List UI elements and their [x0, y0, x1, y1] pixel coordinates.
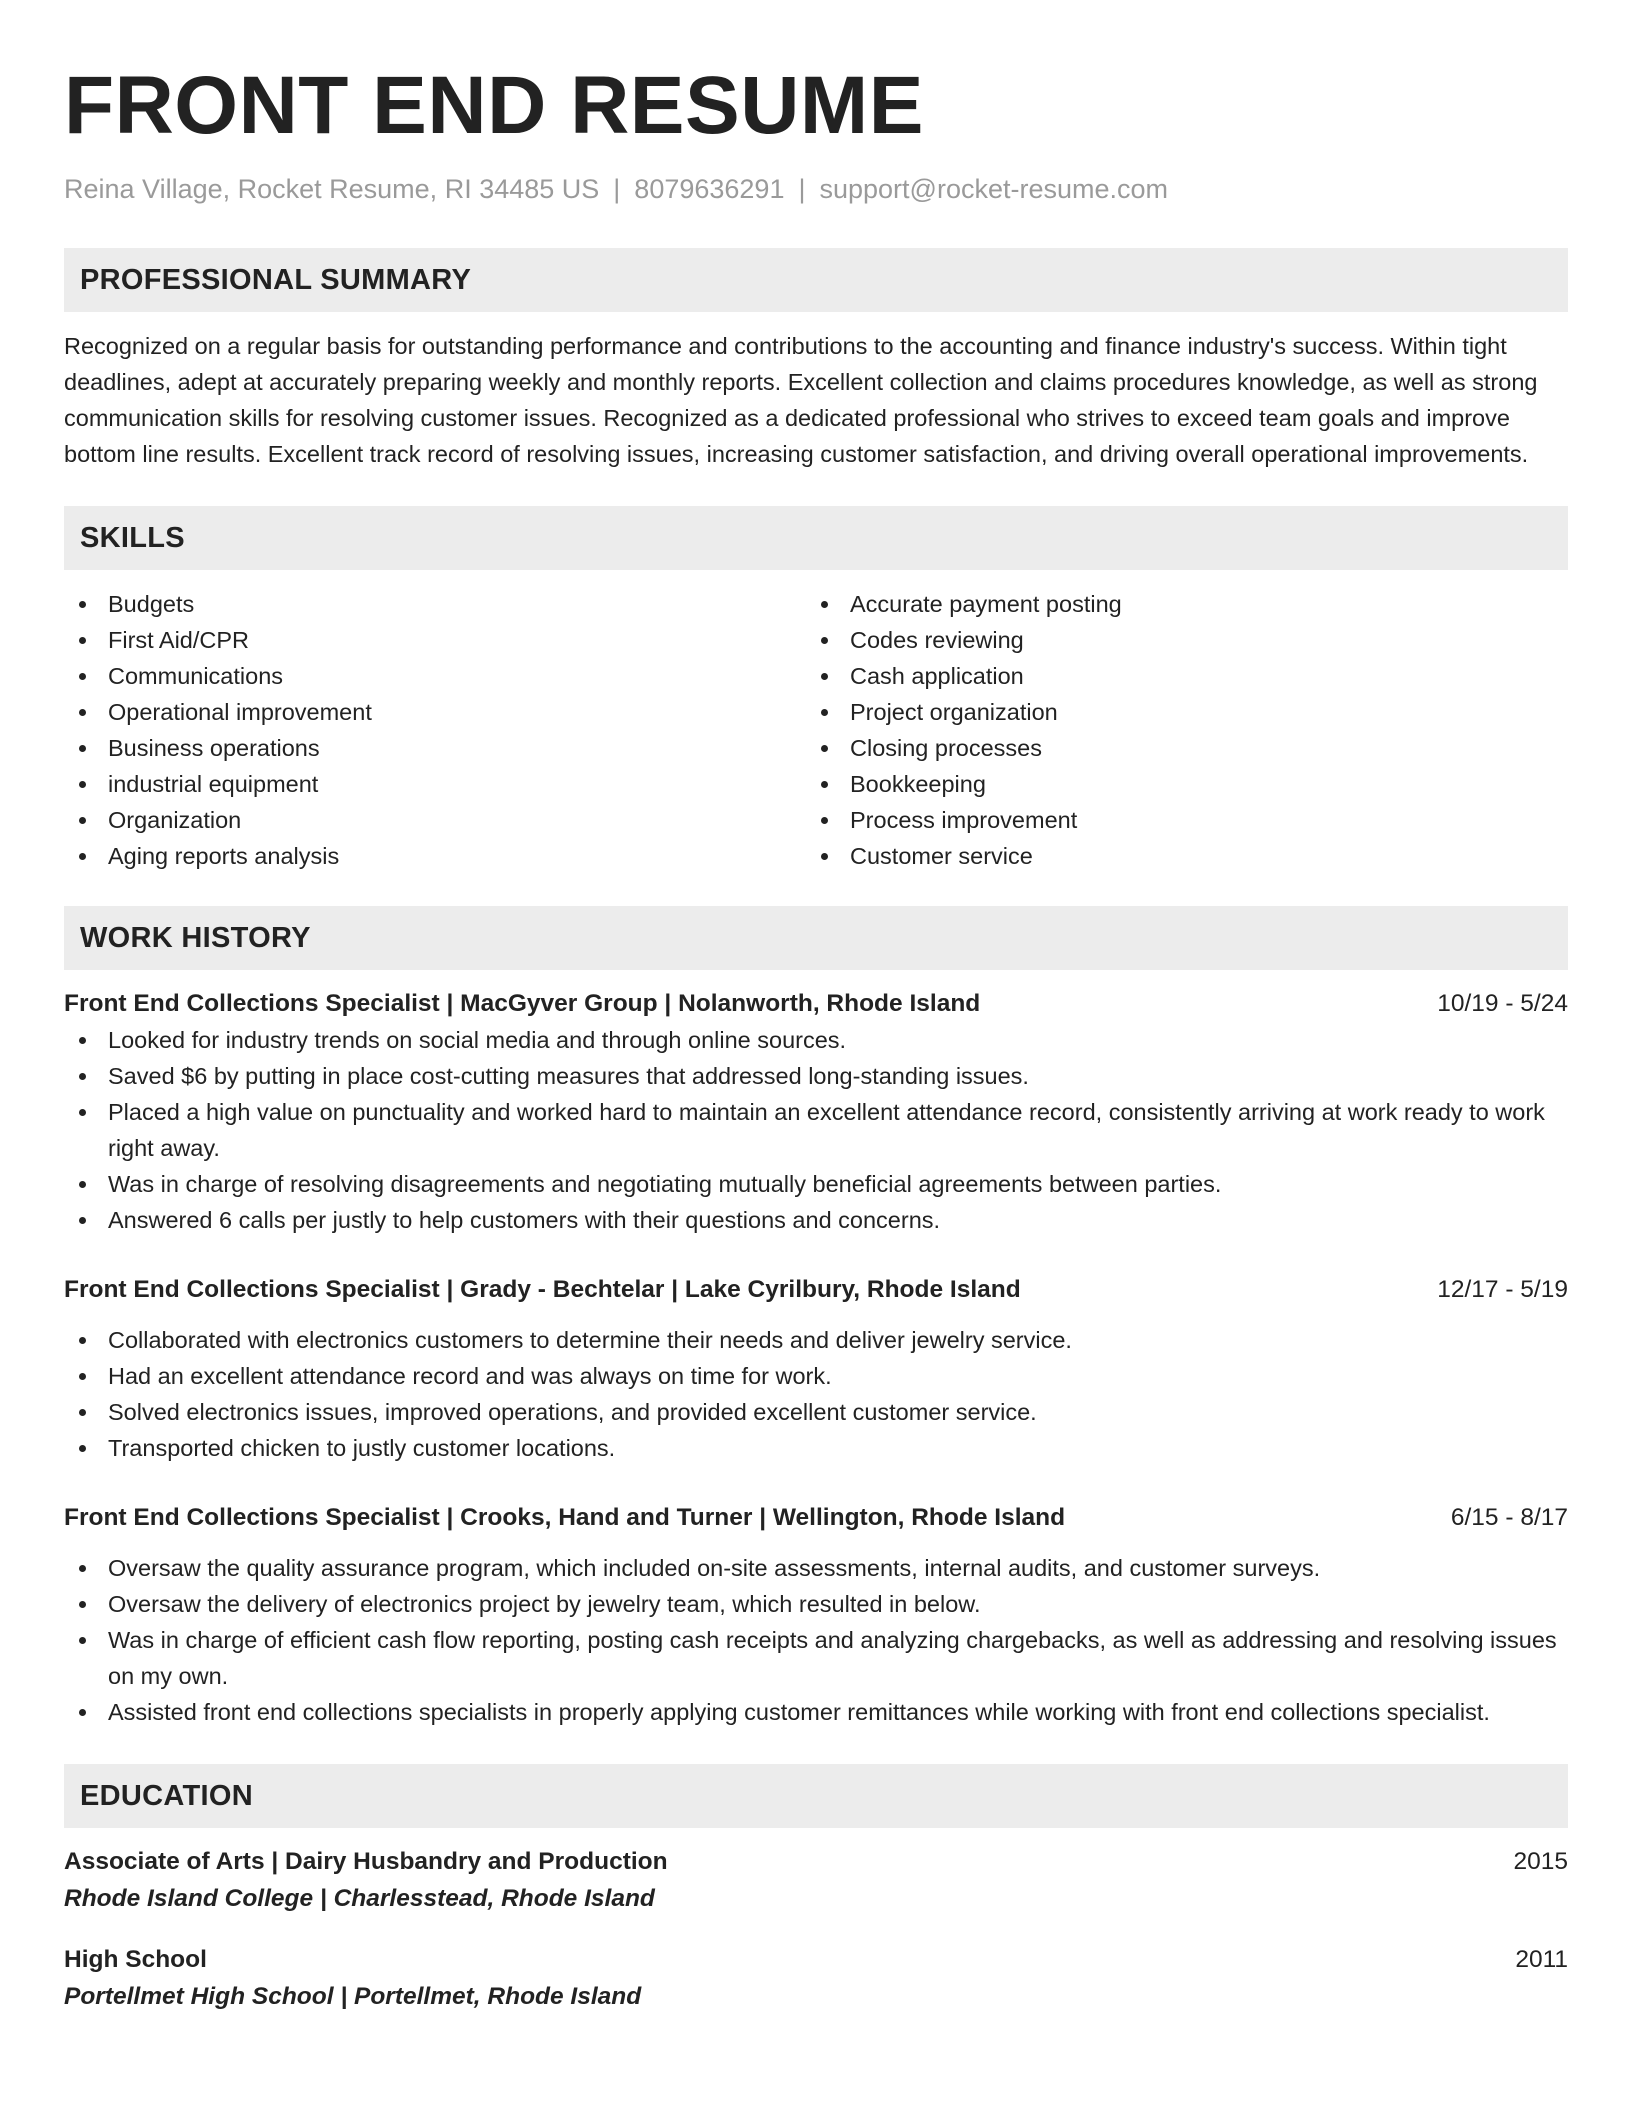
skill-item: Budgets: [64, 586, 806, 622]
job-entry: [64, 1500, 1568, 1730]
job-duty: Had an excellent attendance record and was always on time for work.: [64, 1358, 1568, 1394]
summary-heading: PROFESSIONAL SUMMARY: [64, 248, 1568, 312]
contact-phone: 8079636291: [634, 174, 785, 204]
job-duty: Oversaw the delivery of electronics project by jewelry team, which resulted in below.: [64, 1586, 1568, 1622]
skill-item: Closing processes: [806, 730, 1548, 766]
skill-item: Process improvement: [806, 802, 1548, 838]
job-title: Front End Collections Specialist | MacGyver Group | Nolanworth, Rhode Island: [64, 990, 981, 1017]
skill-item: Business operations: [64, 730, 806, 766]
contact-address: Reina Village, Rocket Resume, RI 34485 US: [64, 174, 600, 204]
contact-line: [64, 172, 1568, 206]
education-school: Rhode Island College | Charlesstead, Rhode Island: [64, 1885, 655, 1912]
job-header: [64, 986, 1568, 1022]
contact-separator: |: [613, 174, 621, 204]
job-header: [64, 1500, 1568, 1536]
contact-email: support@rocket-resume.com: [819, 174, 1169, 204]
job-duty: Assisted front end collections specialists in properly applying customer remittances while working with front end collections specialist.: [64, 1694, 1568, 1730]
job-title: Front End Collections Specialist | Crooks, Hand and Turner | Wellington, Rhode Island: [64, 1504, 1066, 1531]
summary-text: Recognized on a regular basis for outstanding performance and contributions to the accounting and finance industry's success. Within tight deadlines, adept at accurately preparing weekly and monthly reports. Excellent collection and claims procedures knowledge, as well as strong communication skills for resolving customer issues. Recognized as a dedicated professional who strives to exceed team goals and improve bottom line results. Excellent track record of resolving issues, increasing customer satisfaction, and driving overall operational improvements.: [64, 333, 1538, 467]
job-entry: [64, 1272, 1568, 1466]
job-header: [64, 1272, 1568, 1308]
job-entry: [64, 986, 1568, 1238]
skills-heading: SKILLS: [64, 506, 1568, 570]
job-duty: Solved electronics issues, improved operations, and provided excellent customer service.: [64, 1394, 1568, 1430]
skill-item: Cash application: [806, 658, 1548, 694]
job-duty: Collaborated with electronics customers to determine their needs and deliver jewelry service.: [64, 1322, 1568, 1358]
education-year: 2011: [1515, 1946, 1568, 1973]
skill-item: Organization: [64, 802, 806, 838]
skill-item: First Aid/CPR: [64, 622, 806, 658]
skills-list: [64, 586, 1568, 874]
job-duties: [64, 1022, 1568, 1238]
skills-column-left: [64, 586, 806, 874]
job-duty: Placed a high value on punctuality and worked hard to maintain an excellent attendance record, consistently arriving at work ready to work right away.: [64, 1094, 1568, 1166]
skills-column-right: [806, 586, 1548, 874]
job-duties: [64, 1550, 1568, 1730]
education-degree: High School: [64, 1946, 207, 1973]
work-history-heading: WORK HISTORY: [64, 906, 1568, 970]
job-duty: Looked for industry trends on social media and through online sources.: [64, 1022, 1568, 1058]
education-year: 2015: [1513, 1848, 1568, 1875]
job-duty: Was in charge of efficient cash flow reporting, posting cash receipts and analyzing chargebacks, as well as addressing and resolving issues on my own.: [64, 1622, 1568, 1694]
skill-item: industrial equipment: [64, 766, 806, 802]
skill-item: Codes reviewing: [806, 622, 1548, 658]
resume-page: [64, 0, 1568, 2016]
contact-separator: |: [798, 174, 806, 204]
education-entry: [64, 1942, 1568, 2016]
skill-item: Accurate payment posting: [806, 586, 1548, 622]
job-dates: 10/19 - 5/24: [1437, 990, 1568, 1017]
job-duty: Saved $6 by putting in place cost-cutting measures that addressed long-standing issues.: [64, 1058, 1568, 1094]
education-header: [64, 1942, 1568, 1978]
education-degree: Associate of Arts | Dairy Husbandry and Production: [64, 1848, 668, 1875]
resume-title: FRONT END RESUME: [64, 60, 924, 151]
skill-item: Project organization: [806, 694, 1548, 730]
skill-item: Operational improvement: [64, 694, 806, 730]
job-duty: Transported chicken to justly customer locations.: [64, 1430, 1568, 1466]
skill-item: Customer service: [806, 838, 1548, 874]
education-entry: [64, 1844, 1568, 1918]
skill-item: Communications: [64, 658, 806, 694]
job-duty: Answered 6 calls per justly to help customers with their questions and concerns.: [64, 1202, 1568, 1238]
job-dates: 12/17 - 5/19: [1437, 1276, 1568, 1303]
job-title: Front End Collections Specialist | Grady - Bechtelar | Lake Cyrilbury, Rhode Island: [64, 1276, 1021, 1303]
skill-item: Aging reports analysis: [64, 838, 806, 874]
job-duty: Oversaw the quality assurance program, which included on-site assessments, internal audits, and customer surveys.: [64, 1550, 1568, 1586]
job-duties: [64, 1322, 1568, 1466]
job-dates: 6/15 - 8/17: [1450, 1504, 1568, 1531]
job-duty: Was in charge of resolving disagreements and negotiating mutually beneficial agreements between parties.: [64, 1166, 1568, 1202]
skill-item: Bookkeeping: [806, 766, 1548, 802]
education-header: [64, 1844, 1568, 1880]
education-school: Portellmet High School | Portellmet, Rhode Island: [64, 1983, 642, 2010]
education-heading: EDUCATION: [64, 1764, 1568, 1828]
